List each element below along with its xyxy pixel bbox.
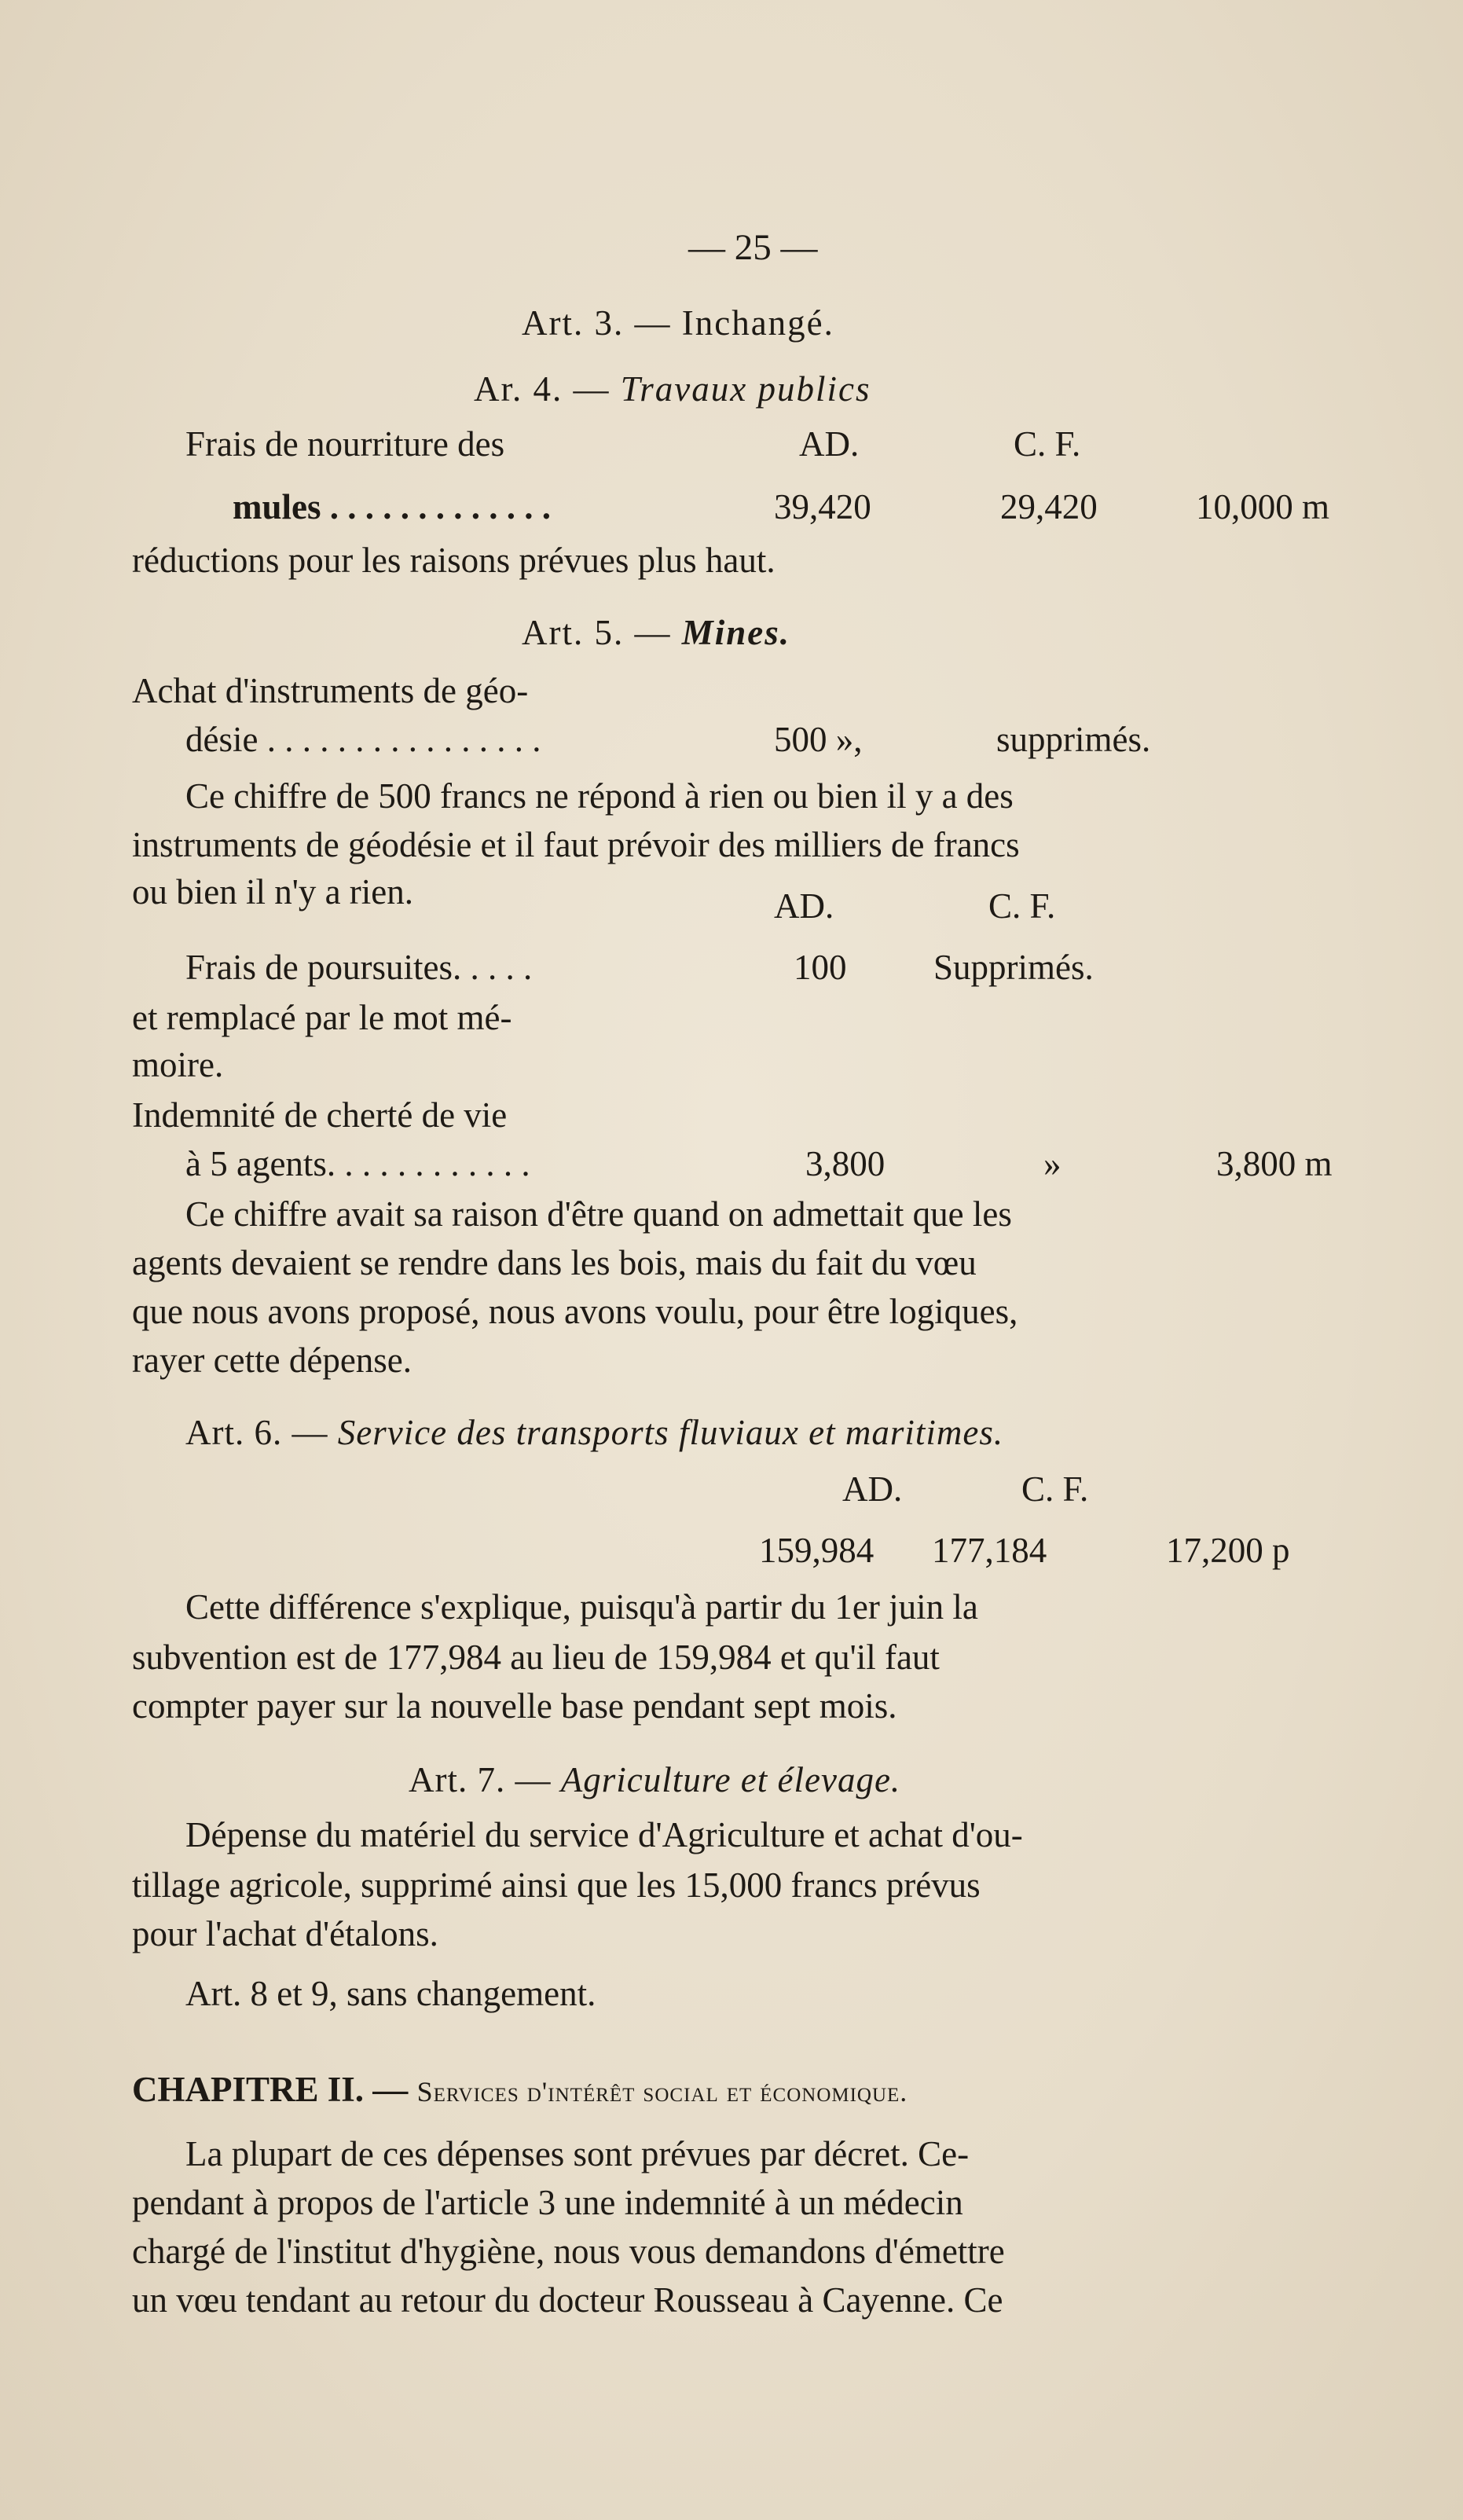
art4-col-ad: AD. xyxy=(799,424,860,464)
art6-prefix: Art. 6. — xyxy=(185,1413,338,1452)
art6-col-ad: AD. xyxy=(842,1469,903,1509)
final-para-line3: chargé de l'institut d'hygiène, nous vous demandons d'émettre xyxy=(132,2232,1005,2271)
art6-para-line2: subvention est de 177,984 au lieu de 159,984 et qu'il faut xyxy=(132,1638,940,1677)
art4-col-cf: C. F. xyxy=(1014,424,1081,464)
art5-para-line3: ou bien il n'y a rien. xyxy=(132,872,414,912)
art5-item3-diff: 3,800 m xyxy=(1216,1144,1333,1183)
art6-value-diff: 17,200 p xyxy=(1166,1531,1290,1570)
art5-item2-status: Supprimés. xyxy=(933,948,1094,987)
art5-item1-line2: désie . . . . . . . . . . . . . . . . xyxy=(185,720,541,759)
art7-heading xyxy=(409,1757,900,1803)
art6-col-cf: C. F. xyxy=(1021,1469,1089,1509)
chapter-label: CHAPITRE II. — xyxy=(132,2070,409,2109)
art6-title: Service des transports fluviaux et maritimes. xyxy=(337,1413,1004,1452)
art5-item3-line1: Indemnité de cherté de vie xyxy=(132,1095,508,1135)
art5-title: Mines. xyxy=(681,613,791,652)
art6-value-cf: 177,184 xyxy=(932,1531,1047,1570)
art5-para-line1: Ce chiffre de 500 francs ne répond à rien ou bien il y a des xyxy=(185,776,1014,816)
art5-col-ad: AD. xyxy=(774,886,834,926)
art4-value-diff: 10,000 m xyxy=(1196,487,1330,526)
art4-note: réductions pour les raisons prévues plus haut. xyxy=(132,541,776,580)
art4-value-cf: 29,420 xyxy=(1000,487,1098,526)
art7-title: Agriculture et élevage. xyxy=(560,1760,901,1799)
art5-para2-line4: rayer cette dépense. xyxy=(132,1341,412,1380)
art5-item3-line2: à 5 agents. . . . . . . . . . . . xyxy=(185,1144,530,1183)
art4-prefix: Ar. 4. — xyxy=(474,369,621,409)
art5-item1-value: 500 », xyxy=(774,720,863,759)
art6-value-ad: 159,984 xyxy=(759,1531,874,1570)
final-para-line4: un vœu tendant au retour du docteur Rousseau à Cayenne. Ce xyxy=(132,2280,1003,2320)
art5-item1-line1: Achat d'instruments de géo- xyxy=(132,671,529,710)
chapter-heading xyxy=(132,2067,908,2112)
art8-9-line: Art. 8 et 9, sans changement. xyxy=(185,1974,596,2013)
art6-para-line1: Cette différence s'explique, puisqu'à partir du 1er juin la xyxy=(185,1587,978,1627)
art5-item1-status: supprimés. xyxy=(996,720,1151,759)
art4-item-line1: Frais de nourriture des xyxy=(185,424,505,464)
art5-para2-line3: que nous avons proposé, nous avons voulu, pour être logiques, xyxy=(132,1292,1018,1331)
art7-prefix: Art. 7. — xyxy=(409,1760,561,1799)
art5-para2-line1: Ce chiffre avait sa raison d'être quand on admettait que les xyxy=(185,1194,1012,1234)
art5-prefix: Art. 5. — xyxy=(522,613,682,652)
art4-heading xyxy=(474,366,871,412)
art5-item3-cf: » xyxy=(1043,1144,1062,1183)
art5-para-line2: instruments de géodésie et il faut prévoir des milliers de francs xyxy=(132,825,1020,864)
art4-item-line2: mules . . . . . . . . . . . . . xyxy=(233,487,551,526)
art5-item2-line2: et remplacé par le mot mé- xyxy=(132,998,512,1037)
art5-item2-line3: moire. xyxy=(132,1045,224,1084)
art6-para-line3: compter payer sur la nouvelle base pendant sept mois. xyxy=(132,1686,897,1726)
art4-title: Travaux publics xyxy=(620,369,871,409)
page-number: — 25 — xyxy=(688,227,818,268)
art4-value-ad: 39,420 xyxy=(774,487,871,526)
art5-col-cf: C. F. xyxy=(988,886,1056,926)
art3-heading: Art. 3. — Inchangé. xyxy=(522,303,834,343)
art5-item2-line1: Frais de poursuites. . . . . xyxy=(185,948,533,987)
final-para-line2: pendant à propos de l'article 3 une indemnité à un médecin xyxy=(132,2183,963,2222)
art5-para2-line2: agents devaient se rendre dans les bois, mais du fait du vœu xyxy=(132,1243,977,1282)
art7-para-line2: tillage agricole, supprimé ainsi que les 15,000 francs prévus xyxy=(132,1865,981,1905)
art7-para-line1: Dépense du matériel du service d'Agriculture et achat d'ou- xyxy=(185,1815,1023,1854)
art5-heading xyxy=(522,610,790,655)
art6-heading xyxy=(185,1410,1003,1455)
art7-para-line3: pour l'achat d'étalons. xyxy=(132,1914,438,1953)
chapter-title: Services d'intérêt social et économique. xyxy=(416,2076,908,2107)
art5-item3-ad: 3,800 xyxy=(805,1144,886,1183)
art5-item2-value: 100 xyxy=(794,948,847,987)
final-para-line1: La plupart de ces dépenses sont prévues par décret. Ce- xyxy=(185,2134,970,2173)
